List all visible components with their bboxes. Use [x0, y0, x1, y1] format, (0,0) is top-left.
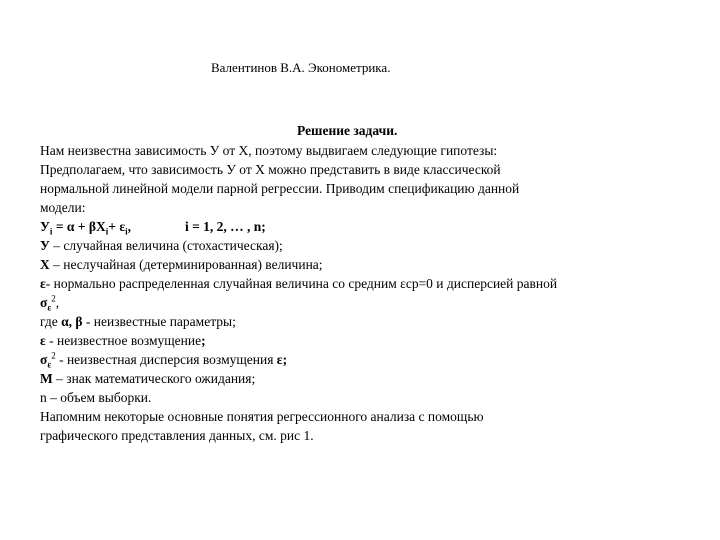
intro-line-2: Предполагаем, что зависимость У от Х можно представить в виде классической [40, 162, 501, 177]
formula-plus-eps: + ε [108, 219, 126, 234]
def-eps2-symbol: ε [40, 333, 46, 348]
def-sigma2-eps: ε [276, 352, 283, 367]
def-eps-text: - нормально распределенная случайная величина со средним εср=0 и дисперсией равной [45, 276, 558, 291]
intro-line-3: нормальной линейной модели парной регрессии. Приводим спецификацию данной [40, 181, 520, 196]
def-n-symbol: n [40, 390, 47, 405]
document-body [40, 141, 690, 445]
def-sigma2-sup: 2 [51, 350, 56, 361]
def-params [40, 312, 690, 331]
formula-x-sub: i [105, 226, 109, 237]
def-params-prefix: где [40, 314, 62, 329]
def-sigma [40, 293, 690, 312]
def-x-symbol: Х [40, 257, 50, 272]
def-sigma2-sub: ε [47, 359, 52, 370]
def-n-text: – объем выборки. [46, 390, 152, 405]
intro-line-4: модели: [40, 200, 86, 215]
def-sigma2 [40, 350, 690, 369]
outro-line-2: графического представления данных, см. рис 1. [40, 428, 314, 443]
formula-comma: , [127, 219, 131, 234]
def-sigma-symbol: σ [40, 295, 48, 310]
def-y-symbol: У [40, 238, 50, 253]
def-eps-symbol: ε [40, 276, 46, 291]
def-sigma-tail: , [55, 295, 60, 310]
def-eps2-text: - неизвестное возмущение [45, 333, 202, 348]
outro-line-1: Напомним некоторые основные понятия регрессионного анализа с помощью [40, 409, 484, 424]
def-sigma-sup: 2 [51, 293, 56, 304]
def-y [40, 236, 690, 255]
def-m-text: – знак математического ожидания; [52, 371, 256, 386]
def-sigma-sub: ε [47, 302, 52, 313]
def-eps2-tail: ; [201, 333, 206, 348]
formula-eps-sub: i [125, 226, 128, 237]
def-m-symbol: М [40, 371, 53, 386]
intro-line-1: Нам неизвестна зависимость У от Х, поэтому выдвигаем следующие гипотезы: [40, 143, 498, 158]
def-n [40, 388, 690, 407]
def-sigma2-tail: ; [282, 352, 288, 367]
def-m [40, 369, 690, 388]
section-title: Решение задачи. [297, 123, 398, 138]
def-sigma2-text: - неизвестная дисперсия возмущения [55, 352, 277, 367]
formula-index-range: i = 1, 2, … , n; [184, 219, 266, 234]
def-y-text: – случайная величина (стохастическая); [49, 238, 283, 253]
def-x-text: – неслучайная (детерминированная) величина; [49, 257, 323, 272]
formula-eq: = α + βХ [52, 219, 106, 234]
formula-lhs-sub: i [49, 226, 53, 237]
def-params-symbols: α, β [61, 314, 83, 329]
def-sigma2-symbol: σ [40, 352, 48, 367]
def-eps2 [40, 331, 690, 350]
formula-lhs: У [40, 219, 50, 234]
def-x [40, 255, 690, 274]
def-params-text: - неизвестные параметры; [82, 314, 236, 329]
regression-formula [40, 217, 690, 236]
def-eps [40, 274, 690, 293]
document-header: Валентинов В.А. Эконометрика. [211, 60, 391, 75]
